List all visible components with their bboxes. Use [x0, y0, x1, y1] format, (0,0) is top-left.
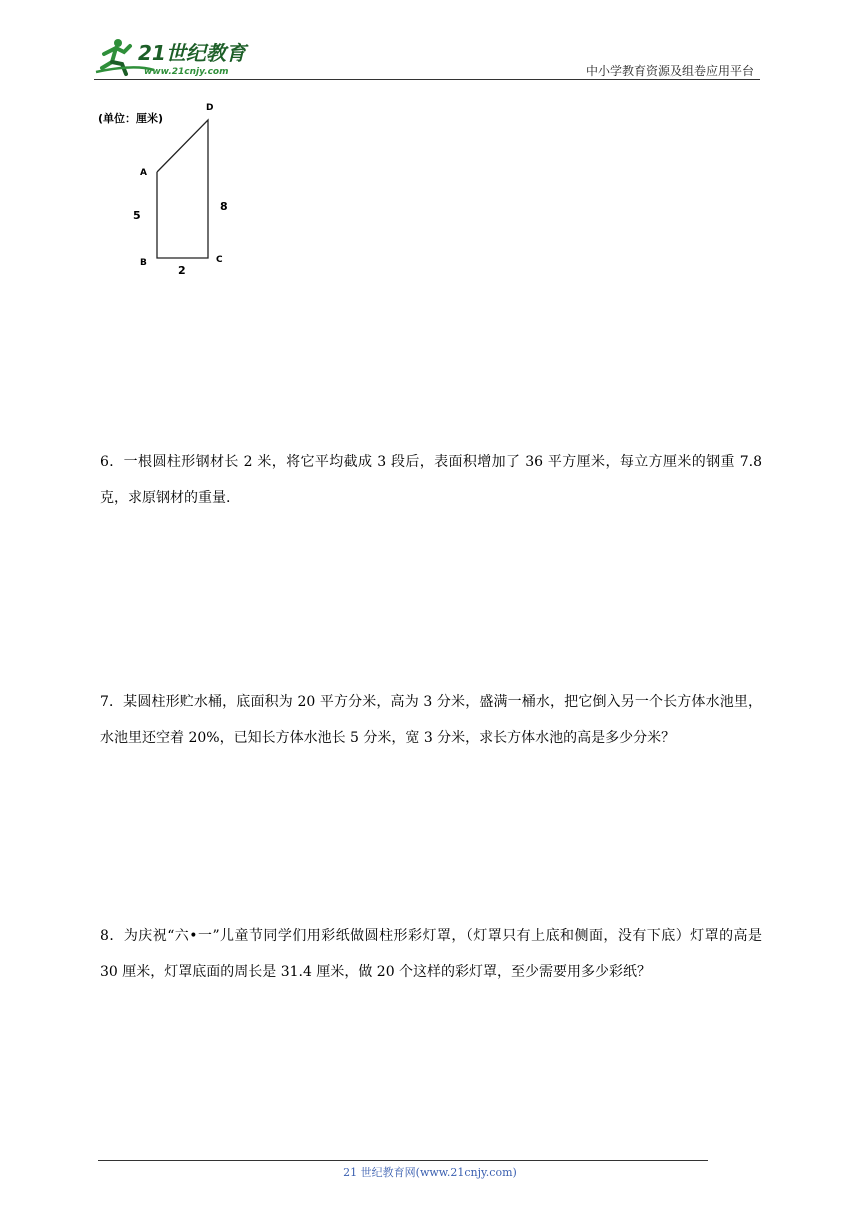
- site-logo: [94, 34, 264, 78]
- vertex-d-label: D: [206, 103, 214, 113]
- footer-site: 21 世纪教育网(www.21cnjy.com): [343, 1166, 517, 1179]
- header-divider: [94, 79, 760, 80]
- trapezoid-shape: [157, 120, 208, 258]
- question-6: 6．一根圆柱形钢材长 2 米，将它平均截成 3 段后，表面积增加了 36 平方厘米，每立方厘米的钢重 7.8 克，求原钢材的重量.: [100, 454, 762, 506]
- vertex-b-label: B: [140, 258, 147, 268]
- logo-url: www.21cnjy.com: [144, 67, 229, 77]
- vertex-c-label: C: [216, 255, 223, 265]
- question-7: 7．某圆柱形贮水桶，底面积为 20 平方分米，高为 3 分米，盛满一桶水，把它倒入另一个长方体水池里，水池里还空着 20%，已知长方体水池长 5 分米，宽 3 分米，求长方体水池的高是多少分米？: [100, 694, 762, 746]
- side-bc-label: 2: [178, 264, 186, 277]
- side-ab-label: 5: [133, 209, 141, 222]
- vertex-a-label: A: [140, 168, 147, 178]
- trapezoid-figure: [96, 98, 246, 278]
- side-cd-label: 8: [220, 200, 228, 213]
- footer-divider: [98, 1160, 708, 1161]
- unit-label: (单位：厘米): [98, 112, 164, 125]
- platform-name: 中小学教育资源及组卷应用平台: [585, 64, 754, 78]
- logo-text: 21世纪教育: [138, 41, 246, 65]
- question-8: 8．为庆祝“六•一”儿童节同学们用彩纸做圆柱形彩灯罩，（灯罩只有上底和侧面，没有下底）灯罩的高是 30 厘米，灯罩底面的周长是 31.4 厘米，做 20 个这样的彩灯罩，至少需要用多少彩纸？: [100, 928, 762, 980]
